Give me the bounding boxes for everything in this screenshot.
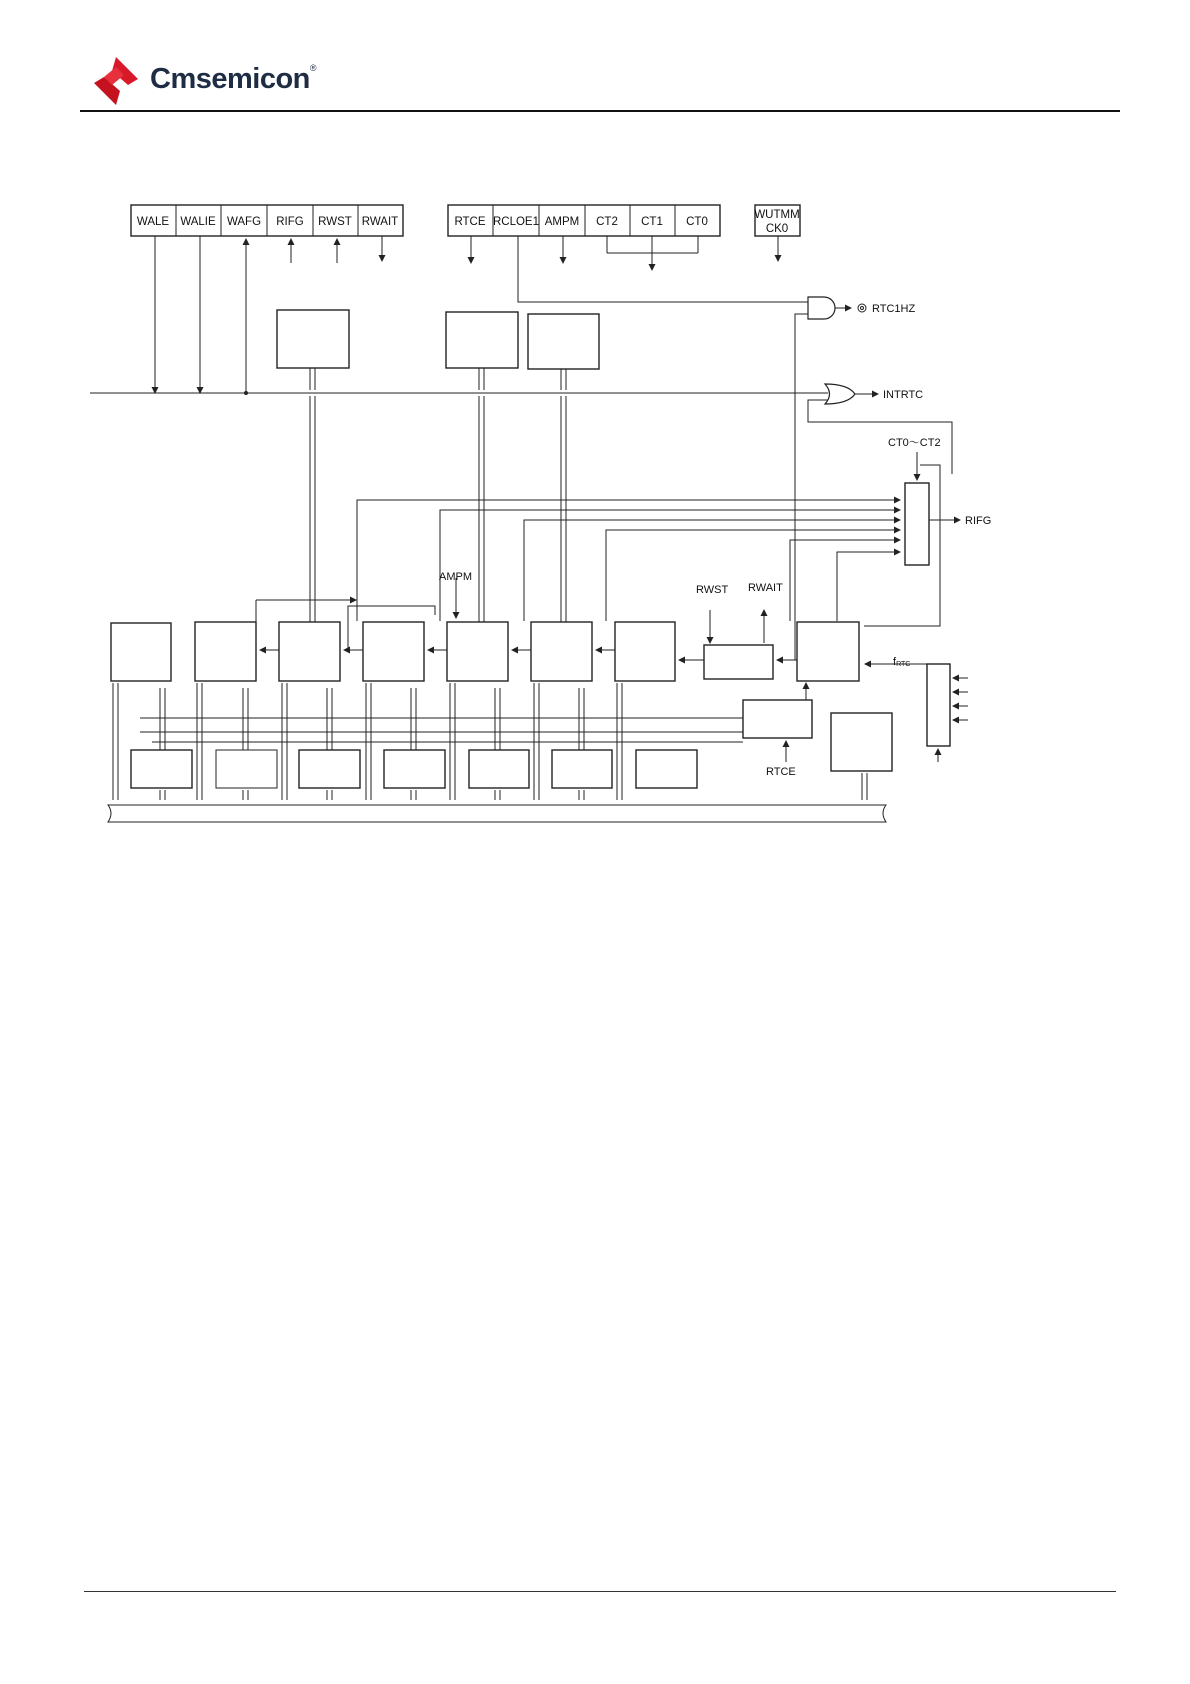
label-ampm: AMPM [439,571,472,583]
reg-label-ct0: CT0 [686,216,708,228]
reg-label-wale: WALE [136,216,170,228]
reg-label-ct1: CT1 [641,216,663,228]
label-rtce: RTCE [766,766,796,778]
reg-label-ck0: CK0 [765,223,789,235]
brand-name: Cmsemicon® [150,63,317,95]
label-ct-range: CT0～CT2 [888,437,941,449]
label-frtc: fRTC [893,656,911,668]
reg-label-rcloe1: RCLOE1 [492,216,540,228]
label-rifg: RIFG [965,515,992,527]
reg-label-rifg: RIFG [276,216,304,228]
reg-label-rtce: RTCE [454,216,486,228]
label-rwait: RWAIT [748,582,783,594]
reg-label-wutmm: WUTMM [754,209,800,221]
data-bus [108,805,886,822]
label-intrtc: INTRTC [883,389,924,401]
reg-label-ct2: CT2 [596,216,618,228]
reg-label-rwait: RWAIT [361,216,399,228]
reg-label-walie: WALIE [180,216,216,228]
reg-label-rwst: RWST [318,216,352,228]
register-box-2 [448,205,720,236]
footer-rule [84,1591,1116,1592]
reg-label-ampm: AMPM [544,216,580,228]
label-rwst: RWST [696,584,729,596]
reg-label-wafg: WAFG [226,216,262,228]
label-rtc1hz: RTC1HZ [872,303,916,315]
